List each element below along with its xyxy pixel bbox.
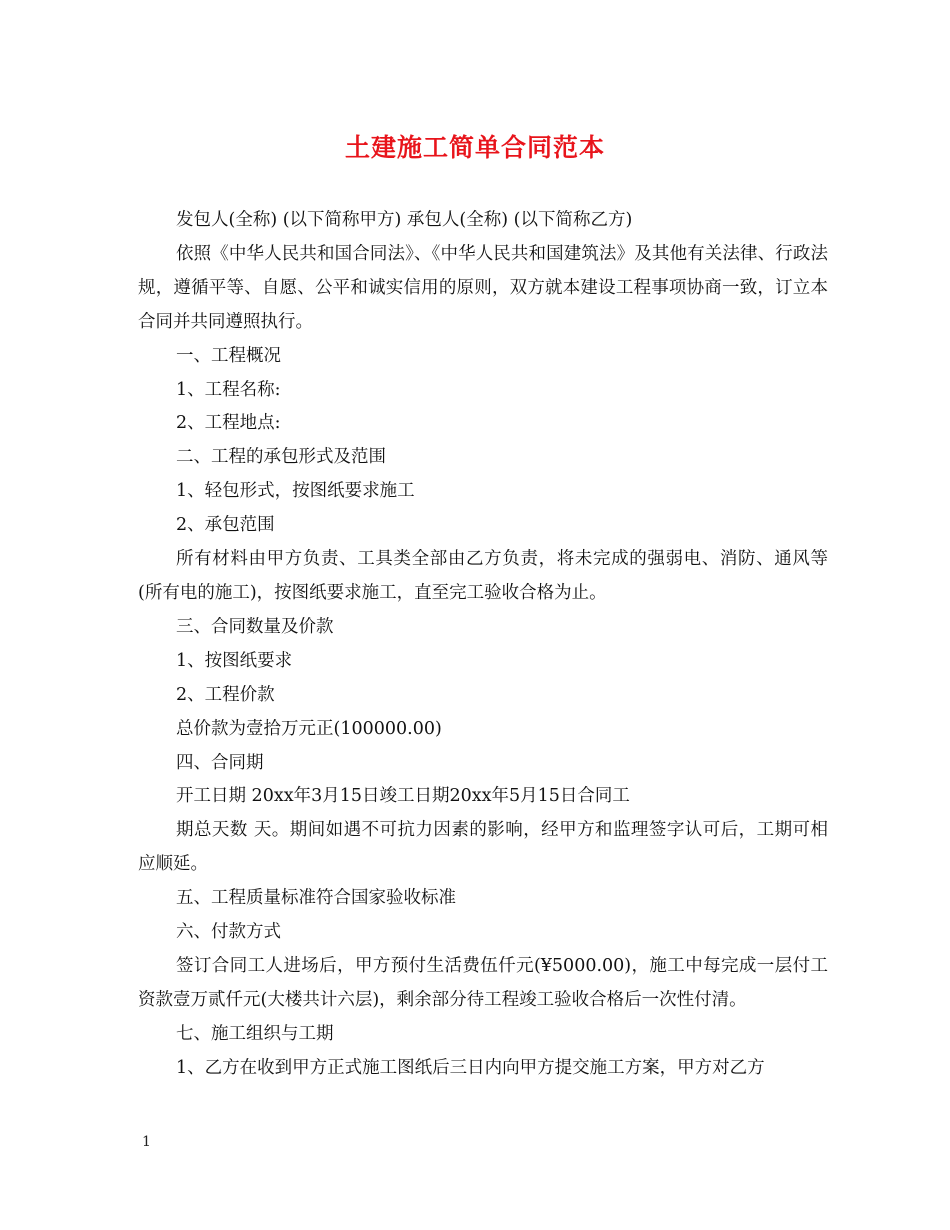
paragraph-duration: 期总天数 天。期间如遇不可抗力因素的影响，经甲方和监理签字认可后，工期可相应顺延。 bbox=[138, 820, 828, 875]
section-heading-organization: 七、施工组织与工期 bbox=[176, 1023, 334, 1044]
paragraph-payment-detail: 签订合同工人进场后，甲方预付生活费伍仟元(¥5000.00)，施工中每完成一层付工资款壹万贰仟元(大楼共计六层)，剩余部分待工程竣工验收合格后一次性付清。 bbox=[138, 955, 828, 1010]
document-body bbox=[138, 204, 828, 1086]
section-heading-overview: 一、工程概况 bbox=[176, 345, 281, 366]
paragraph-project-location: 2、工程地点: bbox=[176, 413, 281, 434]
paragraph-construction-plan: 1、乙方在收到甲方正式施工图纸后三日内向甲方提交施工方案，甲方对乙方 bbox=[176, 1057, 765, 1078]
document-title: 土建施工简单合同范本 bbox=[344, 133, 605, 162]
paragraph-parties: 发包人(全称) (以下简称甲方) 承包人(全称) (以下简称乙方) bbox=[176, 210, 633, 230]
paragraph-price-heading: 2、工程价款 bbox=[176, 684, 275, 705]
page-number: 1 bbox=[142, 1134, 151, 1150]
paragraph-scope-detail: 所有材料由甲方负责、工具类全部由乙方负责，将未完成的强弱电、消防、通风等(所有电的施工)，按图纸要求施工，直至完工验收合格为止。 bbox=[138, 549, 828, 603]
paragraph-total-price: 总价款为壹拾万元正(100000.00) bbox=[176, 718, 442, 739]
section-heading-quantity-price: 三、合同数量及价款 bbox=[176, 616, 334, 637]
paragraph-project-name: 1、工程名称: bbox=[176, 379, 281, 400]
paragraph-per-drawings: 1、按图纸要求 bbox=[176, 650, 293, 671]
section-heading-contract-scope: 二、工程的承包形式及范围 bbox=[176, 447, 386, 468]
paragraph-legal-basis: 依照《中华人民共和国合同法》、《中华人民共和国建筑法》及其他有关法律、行政法规，遵循平等、自愿、公平和诚实信用的原则，双方就本建设工程事项协商一致，订立本合同并共同遵照执行。 bbox=[138, 243, 828, 332]
paragraph-dates: 开工日期 20xx年3月15日竣工日期20xx年5月15日合同工 bbox=[176, 786, 630, 807]
paragraph-contract-form: 1、轻包形式，按图纸要求施工 bbox=[176, 481, 415, 502]
paragraph-scope-heading: 2、承包范围 bbox=[176, 515, 275, 536]
section-heading-payment: 六、付款方式 bbox=[176, 922, 281, 943]
section-heading-quality: 五、工程质量标准符合国家验收标准 bbox=[176, 888, 456, 909]
section-heading-contract-period: 四、合同期 bbox=[176, 752, 264, 773]
